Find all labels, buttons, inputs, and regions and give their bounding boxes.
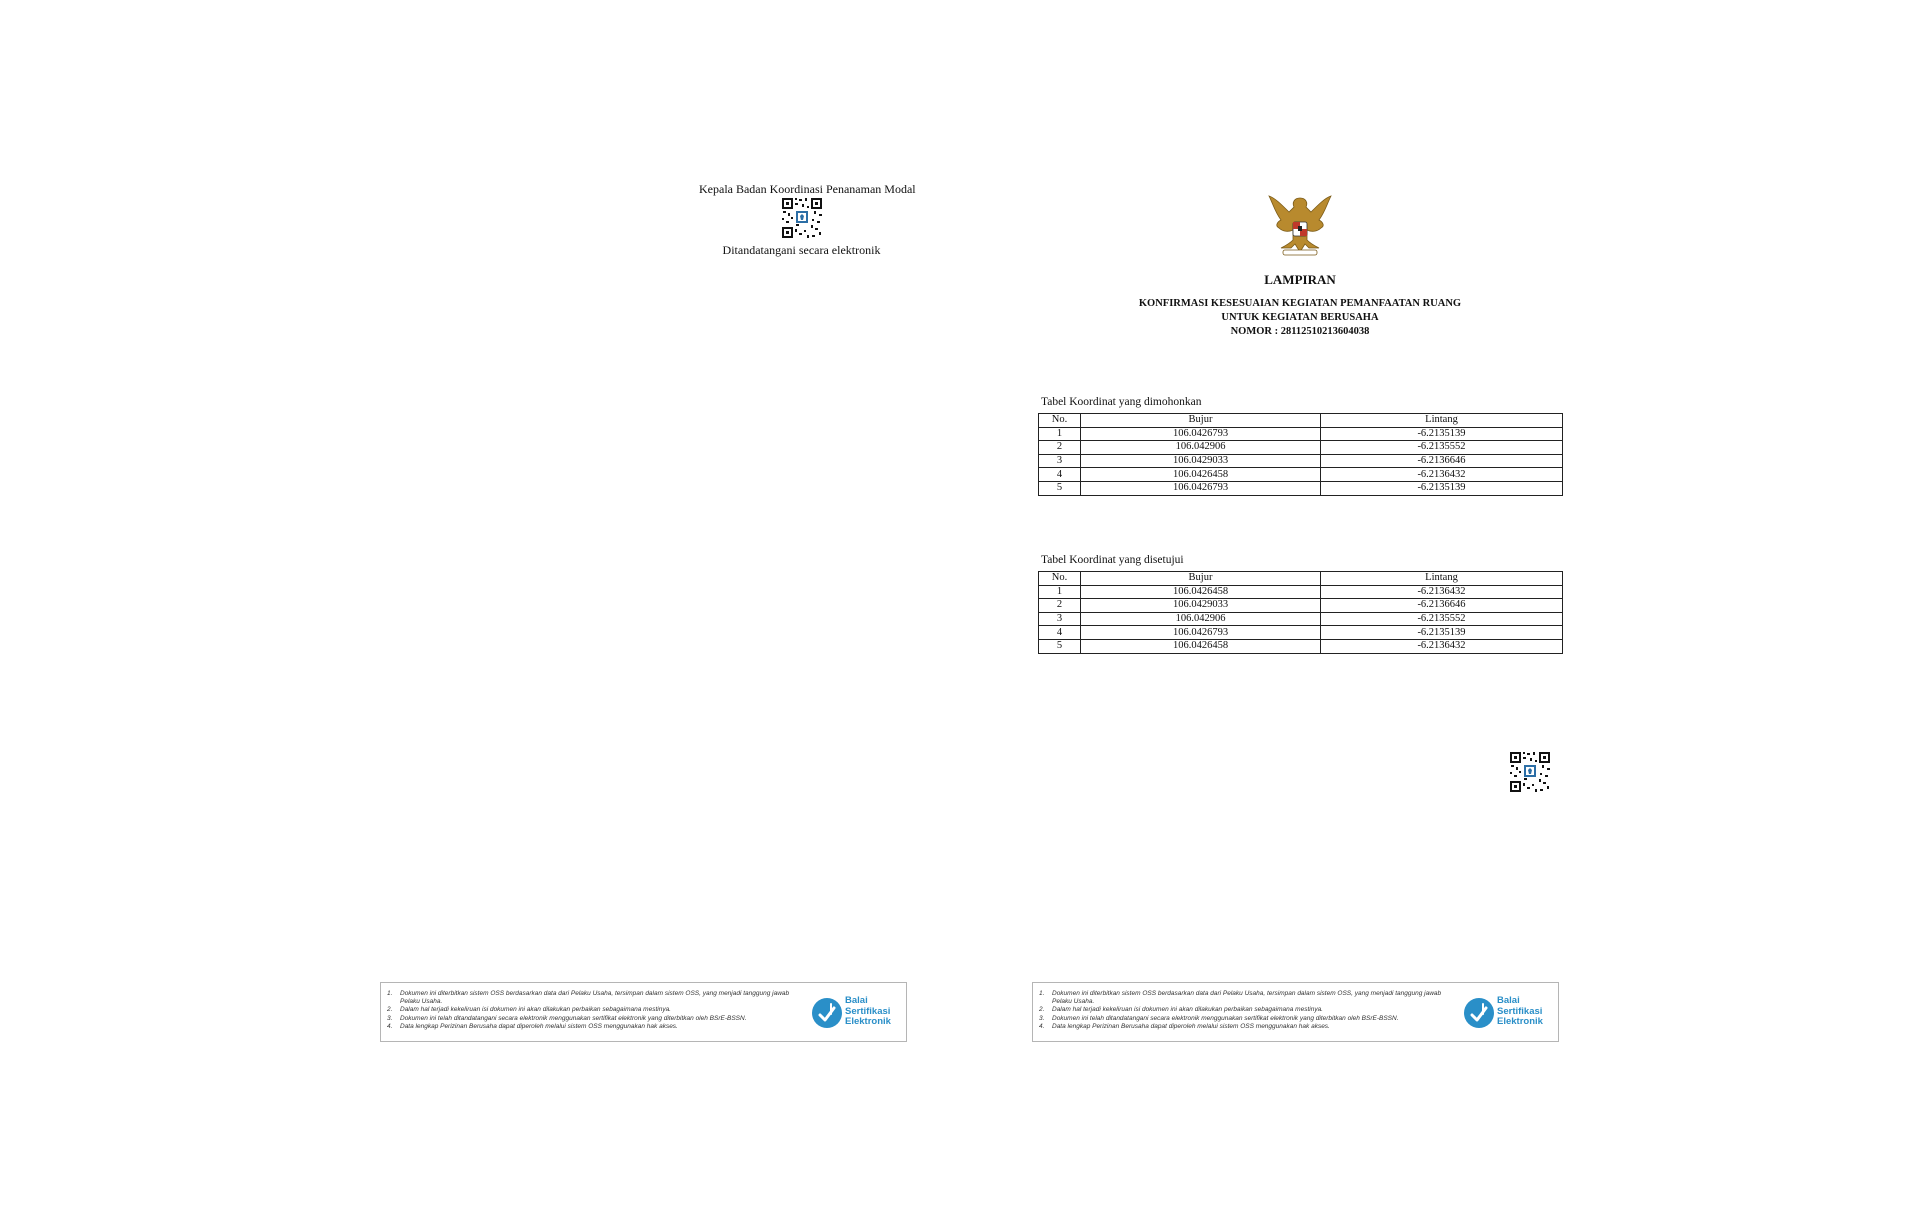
note-number: 3. bbox=[1039, 1014, 1045, 1022]
qr-code-icon bbox=[781, 197, 823, 239]
note-number: 1. bbox=[1039, 990, 1045, 997]
note-number: 4. bbox=[1039, 1022, 1045, 1030]
table-row bbox=[1039, 626, 1563, 640]
bse-logo-text bbox=[845, 996, 891, 1028]
cell-lintang: -6.2136646 bbox=[1321, 454, 1563, 468]
table-row bbox=[1039, 454, 1563, 468]
table-row bbox=[1039, 468, 1563, 482]
garuda-emblem-icon bbox=[1265, 192, 1335, 258]
cell-bujur: 106.0426458 bbox=[1081, 468, 1321, 482]
table-header-row bbox=[1039, 414, 1563, 428]
cell-no: 1 bbox=[1039, 585, 1081, 599]
note-text: Dalam hal terjadi kekeliruan isi dokumen ini akan dilakukan perbaikan sebagaimana mestinya. bbox=[1052, 1006, 1323, 1014]
cell-bujur: 106.0426793 bbox=[1081, 427, 1321, 441]
header-lintang: Lintang bbox=[1321, 572, 1563, 586]
note-number: 1. bbox=[387, 990, 393, 997]
note-text: Dokumen ini diterbitkan sistem OSS berdasarkan data dari Pelaku Usaha, tersimpan dalam sistem OSS, yang menjadi tanggung jawab Pelaku Usaha. bbox=[400, 990, 790, 1006]
cell-bujur: 106.0426458 bbox=[1081, 639, 1321, 653]
note-text: Dokumen ini telah ditandatangani secara elektronik menggunakan sertifikat elektronik yang diterbitkan oleh BSrE-BSSN. bbox=[1052, 1014, 1399, 1022]
cell-no: 3 bbox=[1039, 454, 1081, 468]
table-row bbox=[1039, 612, 1563, 626]
cell-no: 5 bbox=[1039, 639, 1081, 653]
note-text: Dalam hal terjadi kekeliruan isi dokumen ini akan dilakukan perbaikan sebagaimana mestinya. bbox=[400, 1006, 671, 1014]
document-heading bbox=[1080, 297, 1520, 339]
footer-note bbox=[1037, 1023, 1457, 1031]
cell-no: 4 bbox=[1039, 468, 1081, 482]
cell-bujur: 106.0426458 bbox=[1081, 585, 1321, 599]
cell-no: 2 bbox=[1039, 599, 1081, 613]
heading-line-2: UNTUK KEGIATAN BERUSAHA bbox=[1221, 312, 1379, 323]
cell-lintang: -6.2136432 bbox=[1321, 639, 1563, 653]
note-text: Dokumen ini telah ditandatangani secara elektronik menggunakan sertifikat elektronik yang diterbitkan oleh BSrE-BSSN. bbox=[400, 1014, 747, 1022]
table-row bbox=[1039, 599, 1563, 613]
bse-logo bbox=[811, 993, 901, 1033]
table-requested-coordinates bbox=[1038, 413, 1563, 496]
table-row bbox=[1039, 639, 1563, 653]
heading-line-3: NOMOR : 28112510213604038 bbox=[1230, 326, 1370, 337]
bse-logo-line2: Sertifikasi bbox=[845, 1005, 891, 1017]
footer-notes-list bbox=[1037, 990, 1457, 1031]
signature-title: Kepala Badan Koordinasi Penanaman Modal bbox=[699, 182, 916, 196]
note-text: Data lengkap Perizinan Berusaha dapat diperoleh melalui sistem OSS menggunakan hak akses. bbox=[1052, 1022, 1330, 1030]
footer-note bbox=[1037, 1015, 1457, 1023]
header-no: No. bbox=[1039, 414, 1081, 428]
cell-lintang: -6.2135139 bbox=[1321, 481, 1563, 495]
cell-no: 4 bbox=[1039, 626, 1081, 640]
cell-bujur: 106.042906 bbox=[1081, 441, 1321, 455]
cell-no: 1 bbox=[1039, 427, 1081, 441]
cell-lintang: -6.2135139 bbox=[1321, 626, 1563, 640]
table-approved-coordinates bbox=[1038, 571, 1563, 654]
table-row bbox=[1039, 481, 1563, 495]
footer-note bbox=[385, 1006, 805, 1014]
table-row bbox=[1039, 441, 1563, 455]
heading-line-1: KONFIRMASI KESESUAIAN KEGIATAN PEMANFAATAN RUANG bbox=[1138, 298, 1462, 309]
footer-note bbox=[385, 1015, 805, 1023]
bse-logo-text bbox=[1497, 996, 1543, 1028]
bse-logo bbox=[1463, 993, 1553, 1033]
table-header-row bbox=[1039, 572, 1563, 586]
cell-no: 5 bbox=[1039, 481, 1081, 495]
note-number: 3. bbox=[387, 1014, 393, 1022]
footer-notes-box bbox=[1032, 982, 1559, 1042]
table1-caption: Tabel Koordinat yang dimohonkan bbox=[1041, 396, 1202, 408]
note-text: Dokumen ini diterbitkan sistem OSS berdasarkan data dari Pelaku Usaha, tersimpan dalam sistem OSS, yang menjadi tanggung jawab Pelaku Usaha. bbox=[1052, 990, 1442, 1006]
cell-lintang: -6.2136432 bbox=[1321, 468, 1563, 482]
table2-caption: Tabel Koordinat yang disetujui bbox=[1041, 554, 1184, 566]
bse-logo-line2: Sertifikasi bbox=[1497, 1005, 1543, 1017]
qr-code-icon bbox=[1509, 751, 1551, 793]
bse-logo-line1: Balai bbox=[845, 995, 868, 1006]
note-text: Data lengkap Perizinan Berusaha dapat diperoleh melalui sistem OSS menggunakan hak akses. bbox=[400, 1022, 678, 1030]
note-number: 4. bbox=[387, 1022, 393, 1030]
note-number: 2. bbox=[387, 1006, 393, 1014]
cell-bujur: 106.0426793 bbox=[1081, 626, 1321, 640]
cell-lintang: -6.2135552 bbox=[1321, 612, 1563, 626]
note-number: 2. bbox=[1039, 1006, 1045, 1014]
footer-note bbox=[1037, 990, 1457, 1006]
bse-logo-line1: Balai bbox=[1497, 995, 1520, 1006]
table-row bbox=[1039, 427, 1563, 441]
signature-note: Ditandatangani secara elektronik bbox=[722, 243, 881, 257]
bse-logo-icon bbox=[811, 997, 843, 1029]
footer-notes-box bbox=[380, 982, 907, 1042]
cell-bujur: 106.0429033 bbox=[1081, 599, 1321, 613]
cell-bujur: 106.0429033 bbox=[1081, 454, 1321, 468]
cell-lintang: -6.2136432 bbox=[1321, 585, 1563, 599]
footer-notes-list bbox=[385, 990, 805, 1031]
bse-logo-line3: Elektronik bbox=[845, 1016, 891, 1027]
header-bujur: Bujur bbox=[1081, 414, 1321, 428]
cell-lintang: -6.2135552 bbox=[1321, 441, 1563, 455]
cell-no: 2 bbox=[1039, 441, 1081, 455]
cell-bujur: 106.042906 bbox=[1081, 612, 1321, 626]
footer-note bbox=[385, 990, 805, 1006]
footer-note bbox=[1037, 1006, 1457, 1014]
bse-logo-line3: Elektronik bbox=[1497, 1016, 1543, 1027]
cell-lintang: -6.2135139 bbox=[1321, 427, 1563, 441]
cell-no: 3 bbox=[1039, 612, 1081, 626]
table-row bbox=[1039, 585, 1563, 599]
header-bujur: Bujur bbox=[1081, 572, 1321, 586]
footer-note bbox=[385, 1023, 805, 1031]
lampiran-heading: LAMPIRAN bbox=[1264, 272, 1336, 287]
header-no: No. bbox=[1039, 572, 1081, 586]
header-lintang: Lintang bbox=[1321, 414, 1563, 428]
cell-bujur: 106.0426793 bbox=[1081, 481, 1321, 495]
bse-logo-icon bbox=[1463, 997, 1495, 1029]
cell-lintang: -6.2136646 bbox=[1321, 599, 1563, 613]
